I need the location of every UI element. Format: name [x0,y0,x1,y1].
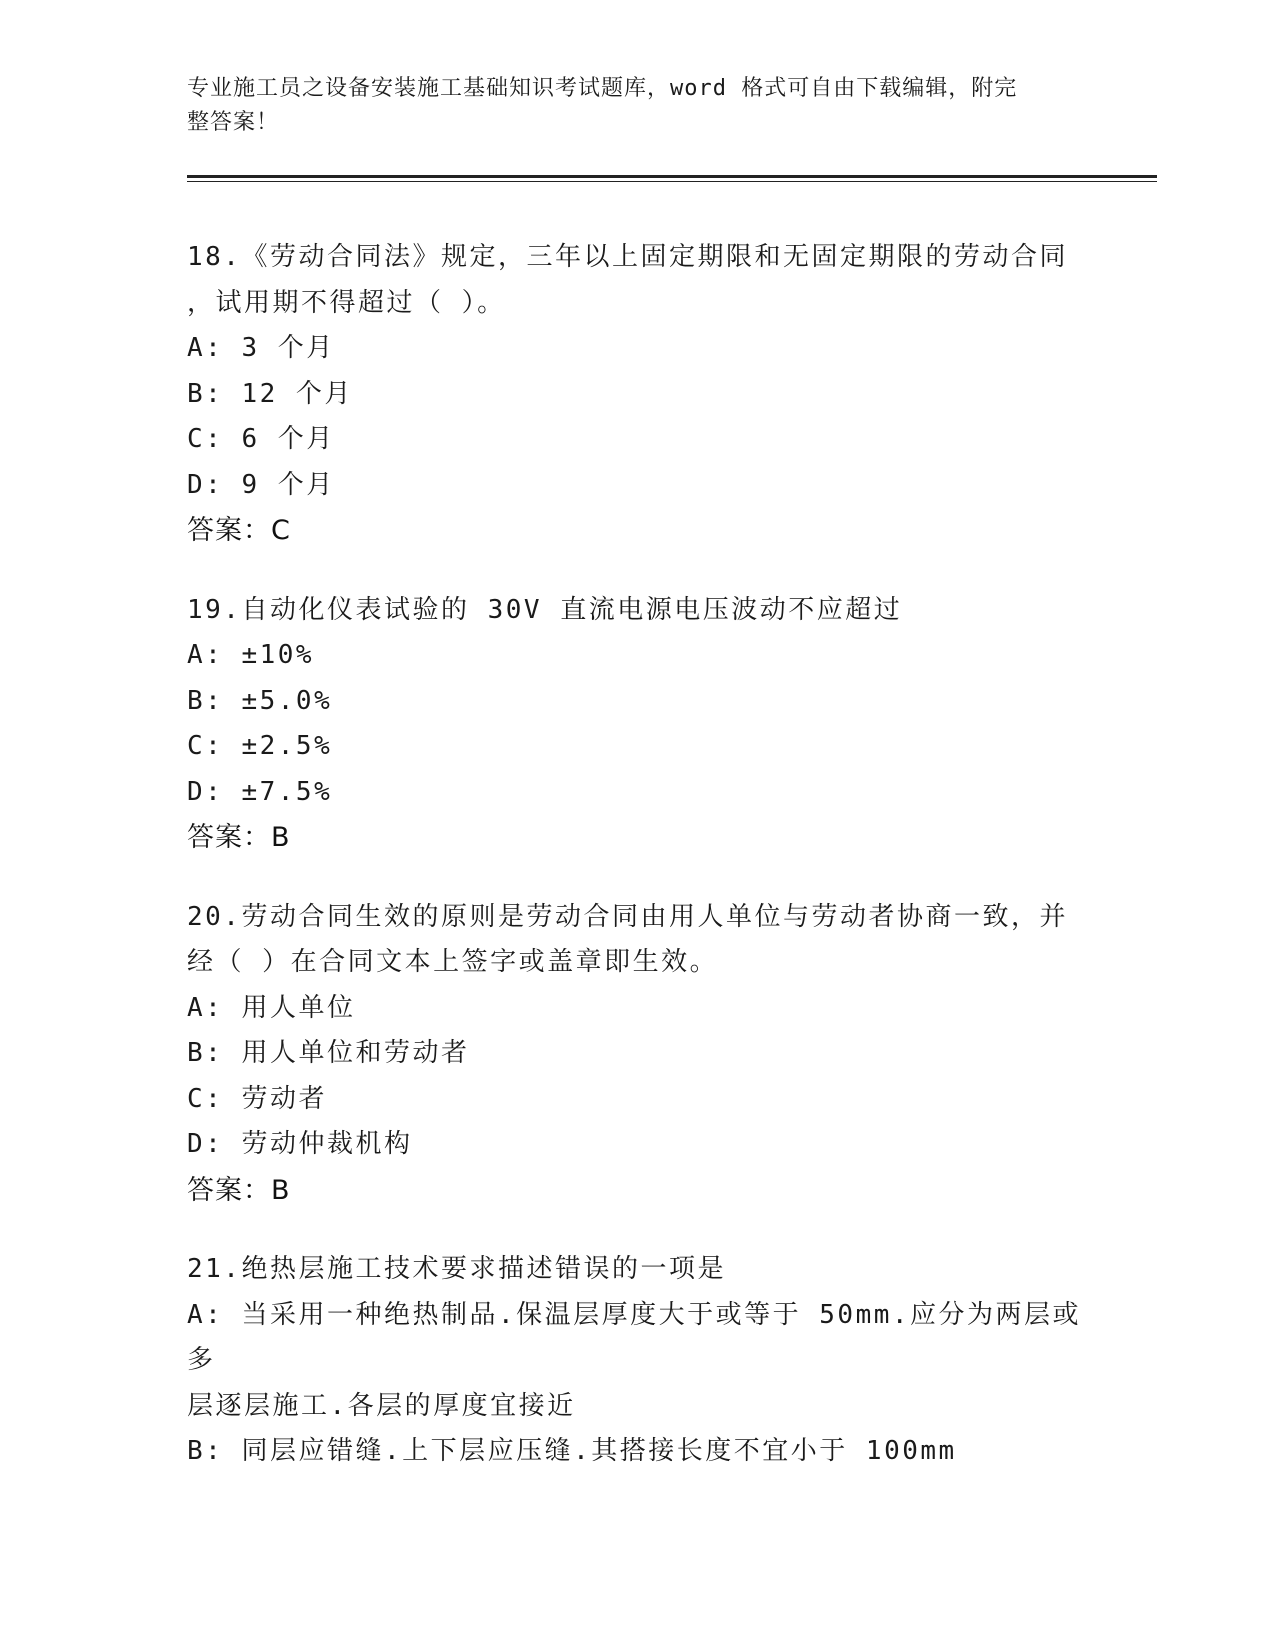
question-list [187,235,1087,1509]
answer-line: 答案：C [187,515,291,546]
question-stem-line: 19.自动化仪表试验的 30V 直流电源电压波动不应超过 [187,594,903,625]
option-d: D: 劳动仲裁机构 [187,1129,413,1159]
question-20 [187,895,1087,1214]
header-line-1: 专业施工员之设备安装施工基础知识考试题库，word 格式可自由下载编辑，附完 [187,76,1018,101]
option-b: B: 用人单位和劳动者 [187,1038,470,1068]
option-c: C: 6 个月 [187,424,335,454]
question-21 [187,1247,1087,1475]
question-18 [187,235,1087,554]
option-b: B: ±5.0% [187,685,333,716]
option-a: A: 3 个月 [187,333,335,363]
option-a-continued: 层逐层施工.各层的厚度宜接近 [187,1390,576,1421]
question-stem-line: 18.《劳动合同法》规定，三年以上固定期限和无固定期限的劳动合同 [187,242,1068,272]
option-b: B: 12 个月 [187,378,353,409]
header-divider-thin [187,181,1157,182]
option-c: C: ±2.5% [187,731,333,761]
header-line-2: 整答案！ [187,110,280,135]
option-d: D: 9 个月 [187,469,335,500]
question-stem-line: 21.绝热层施工技术要求描述错误的一项是 [187,1254,726,1284]
header-divider-thick [187,175,1157,178]
option-a: A: 用人单位 [187,992,356,1023]
question-stem-line: 20.劳动合同生效的原则是劳动合同由用人单位与劳动者协商一致，并 [187,901,1068,932]
document-header [187,72,1087,140]
option-a: A: ±10% [187,640,315,670]
question-19 [187,588,1087,861]
answer-line: 答案：B [187,822,291,853]
question-stem-line: 经（ ）在合同文本上签字或盖章即生效。 [187,947,719,977]
option-b: B: 同层应错缝.上下层应压缝.其搭接长度不宜小于 100mm [187,1436,957,1466]
answer-line: 答案：B [187,1174,291,1206]
option-a: A: 当采用一种绝热制品.保温层厚度大于或等于 50mm.应分为两层或多 [187,1299,1082,1375]
option-c: C: 劳动者 [187,1083,327,1114]
question-stem-line: ，试用期不得超过（ ）。 [187,287,506,318]
option-d: D: ±7.5% [187,776,333,807]
